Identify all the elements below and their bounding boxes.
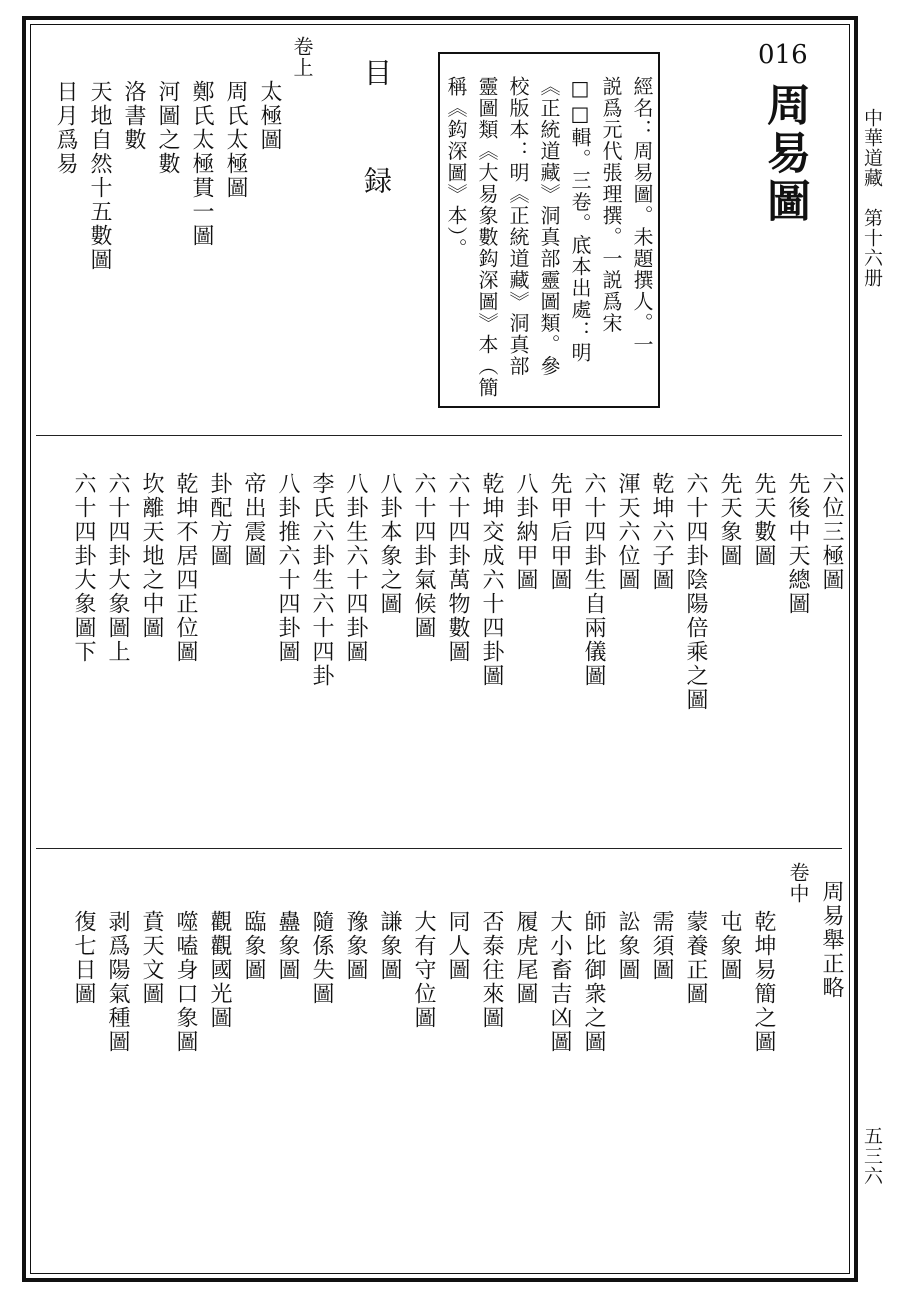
juan-label: 卷上 [290,36,314,78]
note-line: 靈圖類《大易象數鈎深圖》本（簡 [475,76,499,399]
toc-entry: 李氏六卦生六十四卦 [309,472,334,688]
toc-entry: 臨象圖 [241,910,266,982]
toc-entry: 日月爲易 [53,80,78,176]
series-volume-label: 中華道藏 第十六册 [861,108,883,288]
page-number: 五三六 [861,1126,883,1186]
toc-entry: 同人圖 [445,910,470,982]
toc-entry: 先天數圖 [751,472,776,568]
source-note-box [438,52,660,408]
toc-entry: 訟象圖 [615,910,640,982]
toc-entry: 坎離天地之中圖 [139,472,164,640]
toc-entry: 乾坤六子圖 [649,472,674,592]
toc-entry: 觀觀國光圖 [207,910,232,1030]
toc-entry: 卦配方圖 [207,472,232,568]
toc-entry: 天地自然十五數圖 [87,80,112,272]
section-divider-1 [36,435,842,436]
note-line: 説爲元代張理撰。一説爲宋 [599,76,623,334]
toc-entry: 太極圖 [257,80,282,152]
toc-entry: 先後中天總圖 [785,472,810,616]
toc-entry: 蒙養正圖 [683,910,708,1006]
toc-entry: 六十四卦氣候圖 [411,472,436,640]
juan-label: 卷中 [786,862,810,904]
toc-entry: 師比御衆之圖 [581,910,606,1054]
toc-heading: 目 録 [360,58,393,220]
toc-entry: 乾坤不居四正位圖 [173,472,198,664]
toc-entry: 六十四卦大象圖下 [71,472,96,664]
section-divider-2 [36,848,842,849]
toc-entry: 豫象圖 [343,910,368,982]
toc-entry: 乾坤易簡之圖 [751,910,776,1054]
toc-entry: 復七日圖 [71,910,96,1006]
toc-entry: 洛書數 [121,80,146,152]
toc-entry: 乾坤交成六十四卦圖 [479,472,504,688]
toc-entry: 六位三極圖 [819,472,844,592]
toc-entry: 否泰往來圖 [479,910,504,1030]
text-number: 016 [758,40,808,70]
toc-entry: 剥爲陽氣種圖 [105,910,130,1054]
toc-entry: 渾天六位圖 [615,472,640,592]
toc-entry: 六十四卦大象圖上 [105,472,130,664]
toc-entry: 先天象圖 [717,472,742,568]
toc-entry: 周氏太極圖 [223,80,248,200]
toc-entry: 六十四卦萬物數圖 [445,472,470,664]
toc-entry: 謙象圖 [377,910,402,982]
toc-entry: 六十四卦陰陽倍乘之圖 [683,472,708,712]
toc-entry: 河圖之數 [155,80,180,176]
toc-entry: 噬嗑身口象圖 [173,910,198,1054]
note-line: □□輯。三卷。底本出處：明 [568,76,592,364]
toc-entry: 賁天文圖 [139,910,164,1006]
toc-entry: 鄭氏太極貫一圖 [189,80,214,248]
toc-entry: 履虎尾圖 [513,910,538,1006]
toc-entry: 八卦生六十四卦圖 [343,472,368,664]
toc-entry: 先甲后甲圖 [547,472,572,592]
toc-entry: 大小畜吉凶圖 [547,910,572,1054]
toc-entry: 周易舉正略 [819,880,844,1000]
note-line: 《正統道藏》洞真部靈圖類。參 [537,76,561,377]
toc-entry: 屯象圖 [717,910,742,982]
toc-entry: 帝出震圖 [241,472,266,568]
toc-entry: 八卦納甲圖 [513,472,538,592]
note-line: 校版本：明《正統道藏》洞真部 [506,76,530,377]
toc-entry: 隨係失圖 [309,910,334,1006]
note-line: 經名：周易圖。未題撰人。一 [630,76,654,356]
note-line: 稱《鈎深圖》本）。 [444,76,468,260]
toc-entry: 八卦推六十四卦圖 [275,472,300,664]
toc-entry: 蠱象圖 [275,910,300,982]
toc-entry: 六十四卦生自兩儀圖 [581,472,606,688]
toc-entry: 八卦本象之圖 [377,472,402,616]
toc-entry: 需須圖 [649,910,674,982]
toc-entry: 大有守位圖 [411,910,436,1030]
page-title: 周易圖 [759,82,810,226]
